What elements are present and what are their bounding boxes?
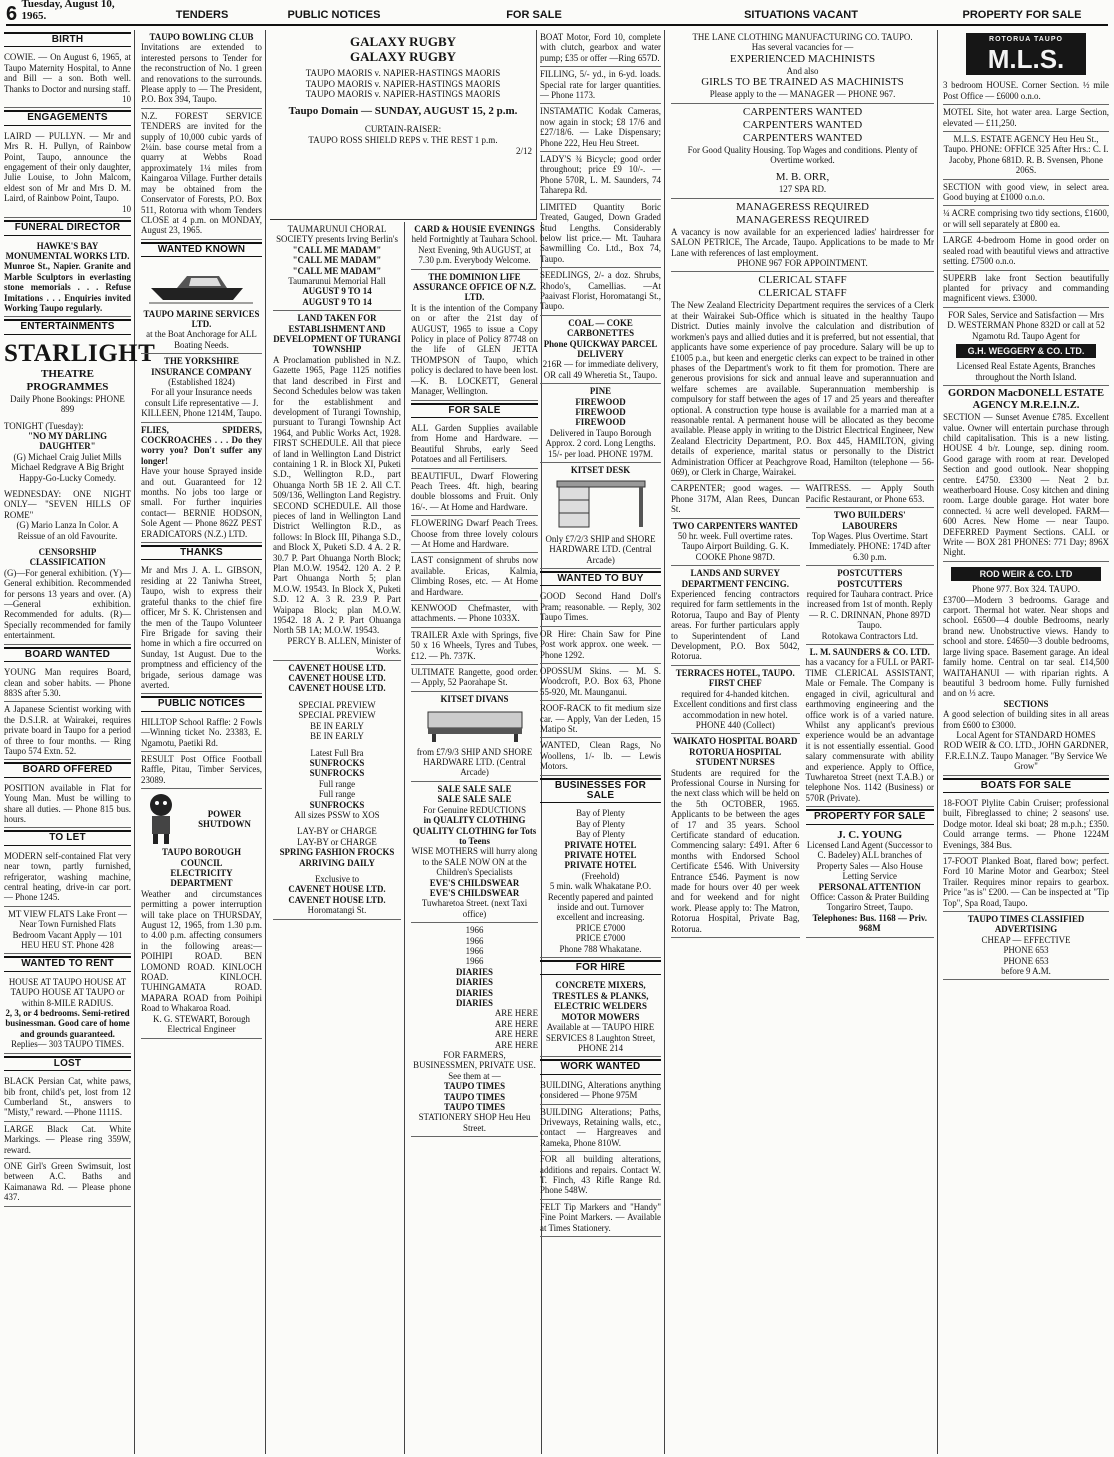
ad-land-taken-turangi: LAND TAKEN FOR ESTABLISHMENT AND DEVELOPMENT OF TURANGI TOWNSHIP A Proclamation published in N.Z. Gazette 1965, Page 1125 notifies that land described in First and Second Schedules below was taken for the establishment and development of Turangi Township, pursuant to Turangi Township Act 1964, and Public Works Act, 1928. FIRST SCHEDULE. All that piece of land in Wellington Land District containing 1 R. in Block XI, Puketi S.D., Wellington R.D., part Ohuanga North 5B 1E 2. All C.T. 509/136, Wellington Land Registry. SECOND SCHEDULE. All those pieces of land in Wellington Land District Wellington R.D., as follows: In Block III, Pihanga S.D., and Block X, Puketi S.D. 4 A. 2 R. 30.7 P. Part Ohuanga North Block; Plan M.O.W. 19542. 120 A. 2 P. Part Ohuanga North 5; plan M.O.W. 19543. In Block X, Puketi S.D. 12 A. 3 R. 23.9 P. Part Waipapa Block; plan M.O.W. 19542. 18 A. 2 P. Part Ohuanga North 5B 1A; M.O.W. 19543. PERCY B. ALLEN, Minister of Works.	[273, 311, 401, 660]
heading-wanted-to-rent: WANTED TO RENT	[4, 956, 131, 971]
ad-lands-survey: LANDS AND SURVEY DEPARTMENT FENCING. Experienced fencing contractors required for farm settlements in the Rotorua, Taupo and Bay of Plenty areas. For further particulars apply to Superintendent of Land Development, P.O. Box 5042, Rotorua.	[671, 566, 800, 666]
ad-dominion-life: THE DOMINION LIFE ASSURANCE OFFICE OF N.Z. LTD. It is the intention of the Company on or after the 21st day of AUGUST, 1965 to issue a Copy Policy in place of Policy 87748 on the life of GLEN JETTA THOMPSON of Taupo, which policy is declared to have been lost. —K. B. LOCKETT, General Manager, Wellington.	[411, 270, 538, 401]
heading-birth: BIRTH	[4, 32, 131, 47]
ad-lost-black-cat: LARGE Black Cat. White Markings. — Please ring 359W, reward.	[4, 1122, 131, 1159]
ad-call-me-madam: TAUMARUNUI CHORAL SOCIETY presents Irving Berlin's "CALL ME MADAM" "CALL ME MADAM" "CALL ME MADAM" Taumarunui Memorial Hall AUGUST 9 TO 14 AUGUST 9 TO 14	[273, 222, 401, 311]
ad-roof-rack: ROOF-RACK to fit medium size car. — Apply, Van der Leden, 15 Matipo St.	[540, 701, 661, 738]
ad-taupo-hire: CONCRETE MIXERS, TRESTLES & PLANKS, ELECTRIC WELDERS MOTOR MOWERS Available at — TAUPO HIRE SERVICES 8 Laughton Street, PHONE 214	[540, 978, 661, 1057]
ad-builders-labourers: TWO BUILDERS' LABOURERS Top Wages. Plus Overtime. Start Immediately. PHONE: 174D after 6.30 p.m.	[806, 508, 935, 566]
ad-private-hotel: Bay of Plenty Bay of Plenty Bay of Plenty PRIVATE HOTEL PRIVATE HOTEL PRIVATE HOTEL (Freehold) 5 min. walk Whakatane P.O. Recently papered and painted inside and out. Turnover excellent and increasing. PRICE £7000 PRICE £7000 Phone 788 Whakatane.	[540, 806, 661, 958]
ad-planked-boat: 17-FOOT Planked Boat, flared bow; perfect. Ford 10 Marine Motor and Gearbox; Steel Trailer. Requires minor repairs to gearbox. Price "as is" £200. — Can be inspected at "Tip Top", Spa Road, Taupo.	[943, 854, 1109, 912]
ad-jc-young: J. C. YOUNG Licensed Land Agent (Successor to C. Badeley) ALL branches of Property Sales — Also House Letting Service PERSONAL ATTENTION Office: Casson & Prater Building Tongariro Street, Taupo. Telephones: Bus. 1168 — Priv. 968M	[806, 828, 935, 938]
heading-businesses-for-sale: BUSINESSES FOR SALE	[540, 778, 661, 804]
heading-for-sale: FOR SALE	[411, 403, 538, 418]
ad-dwarf-peach: BEAUTIFUL, Dwarf Flowering Peach Trees. 4ft. high, bearing double blossoms and Fruit. Only 16/-. — At Home and Hardware.	[411, 469, 538, 517]
ad-to-let: MODERN self-contained Flat very near town, partly furnished, refrigerator, washing machine, central heating, drive-in car port. — Phone 1245.	[4, 849, 131, 907]
ad-monumental-works: HAWKE'S BAY MONUMENTAL WORKS LTD. Munroe St., Napier. Granite and Marble Sculptors in everlasting stone memorials . . . Refuse Imitations . . . Enquiries invited Working Taupo regularly.	[4, 239, 131, 318]
ad-card-housie: CARD & HOUSIE EVENINGS held Fortnightly at Tauhara School. Next Evening, 9th AUGUST, at 7.30 p.m. Everybody Welcome.	[411, 222, 538, 270]
column-1	[4, 30, 156, 1454]
starlight-title: STARLIGHT	[4, 339, 156, 367]
dateline: Tuesday, August 10, 1965.	[21, 0, 115, 22]
ad-marine-services: TAUPO MARINE SERVICES LTD. at the Boat Anchorage for ALL Boating Needs.	[141, 260, 262, 354]
heading-lost: LOST	[4, 1056, 131, 1071]
section-tenders: TENDERS	[175, 9, 229, 21]
ad-kitset-desk: KITSET DESK Only £7/2/3 SHIP and SHORE HARDWARE LTD. (Central Arcade)	[540, 463, 661, 569]
ad-mt-view-flats: MT VIEW FLATS Lake Front — Near Town Furnished Flats Bedroom Vacant Apply — 101 HEU HEU ST. Phone 428	[4, 907, 131, 955]
section-public-notices: PUBLIC NOTICES	[287, 9, 381, 21]
section-for-sale: FOR SALE	[506, 9, 562, 21]
heading-to-let: TO LET	[4, 830, 131, 845]
ad-galaxy-rugby: GALAXY RUGBY GALAXY RUGBY TAUPO MAORIS v. NAPIER-HASTINGS MAORIS TAUPO MAORIS v. NAPIER-HASTINGS MAORIS TAUPO MAORIS v. NAPIER-HASTINGS MAORIS Taupo Domain — SUNDAY, AUGUST 15, 2 p.m. CURTAIN-RAISER: TAUPO ROSS SHIELD REPS v. THE REST 1 p.m. 2/12	[270, 30, 537, 220]
page-number: 6	[6, 3, 18, 25]
ad-carpenters-wanted: CARPENTERS WANTED CARPENTERS WANTED CARPENTERS WANTED For Good Quality Housing. Top Wages and conditions. Plenty of Overtime worked. M. B. ORR, 127 SPA RD.	[671, 104, 934, 199]
ad-student-nurses: WAIKATO HOSPITAL BOARD ROTORUA HOSPITAL STUDENT NURSES Students are required for the Professional Course in Nursing for the next class which will be held on the 5th OCTOBER, 1965. Applicants to be between the ages of 17 and 35 years. School Certificate standard of education. Commencing salary: £491. After 6 months with Endorsed School Certificate £546. With University Entrance £546. Payment is now made for hours over 40 per week and for weekend and for night work. Please apply to: The Matron, Rotorua Hospital, Private Bag, Rotorua.	[671, 734, 800, 938]
ad-opossum-skins: OPOSSUM Skins. — M. S. Woodcroft, P.O. Box 63, Phone 55-920, Mt. Maunganui.	[540, 664, 661, 701]
ad-pest-eradicators: FLIES, SPIDERS, COCKROACHES . . . Do they worry you? Don't suffer any longer! Have your house Sprayed inside and out. Guaranteed for 12 months. No jobs too large or small. For further inquiries contact— BERNIE HODSON, Sole Agent — Phone 862Z PEST ERADICATORS (N.Z.) LTD.	[141, 423, 262, 543]
section-headings	[138, 9, 1108, 24]
ad-forest-service: N.Z. FOREST SERVICE TENDERS are invited for the supply of 10,000 cubic yards of 2¼in. base course metal from a quarry at Webbs Road approximately 1¼ miles from Kaingaroa Village. Further details may be obtained from the Conservator of Forests, P.O. Box 511, Rotorua with whom Tenders CLOSE at 4 p.m. on MONDAY, August 23, 1965.	[141, 109, 262, 240]
ad-mls-agency: M.L.S. ESTATE AGENCY Heu Heu St., Taupo. PHONE: OFFICE 325 After Hrs.: C. I. Jacoby, Phone 681D. R. B. Svensen, Phone 206S.	[943, 132, 1109, 180]
heading-board-wanted: BOARD WANTED	[4, 647, 131, 662]
masthead	[6, 0, 1108, 26]
heading-wanted-known: WANTED KNOWN	[141, 242, 262, 257]
ad-section-view: SECTION with good view, in select area. Good buying at £1000 o.n.o.	[943, 180, 1109, 207]
ad-starlight-theatre: STARLIGHT THEATRE PROGRAMMES Daily Phone Bookings: PHONE 899 TONIGHT (Tuesday): "NO MY DARLING DAUGHTER" (G) Michael Craig Juliet Mills Michael Redgrave A Big Bright Happy-Go-Lucky Comedy. WEDNESDAY: ONE NIGHT ONLY— "SEVEN HILLS OF ROME" (G) Mario Lanza In Color. A Reissue of an old Favourite. CENSORSHIP CLASSIFICATION (G)—For general exhibition. (Y)—General exhibition. Recommended for persons 13 years and over. (A)—General exhibition. Recommended for adults. (R)—Specially recommended for family entertainment.	[4, 338, 131, 645]
section-situations-vacant: SITUATIONS VACANT	[744, 9, 858, 21]
ad-thanks-gibson: Mr and Mrs J. A. L. GIBSON, residing at 22 Taniwha Street, Taupo, wish to express their grateful thanks to the chief fire officer, Mr S. K. Christensen and the men of the Taupo Volunteer Fire Brigade for saving their home in which a fire occurred on Sunday, 1st August. Due to the promptness and efficiency of the brigade, serious damage was averted.	[141, 563, 262, 694]
ad-postcutters: POSTCUTTERS POSTCUTTERS required for Tauhara contract. Price increased from 1st of month. Reply— R. C. DRINNAN, Phone 897D Taupo. Rotokawa Contractors Ltd.	[806, 566, 935, 645]
ad-gordon-macdonell: GORDON MacDONELL ESTATE AGENCY M.R.E.I.N.Z. SECTION — Sunset Avenue £785. Excellent value. Owner will entertain purchase through child capitalisation. This is a new listing. HOUSE 4 b/r. Lounge, sep. dining room. Good garage with room at rear. Developed Section and good outlook. Near shopping centre. £4750. £3300 — Neat 2 b.r. weatherboard House. Cosy kitchen and dining room. Large double garage. Hot water bore connected. ¼ acre well developed. FARM—600 Acres. New Home — near Taupo. DEFERRED Payment Sections. CALL or Write — BOX 281 PHONES: 771 Day; 896X Night.	[943, 386, 1109, 562]
heading-funeral-director: FUNERAL DIRECTOR	[4, 220, 131, 235]
boat-illustration	[147, 262, 257, 306]
divan-illustration	[420, 704, 530, 744]
ad-board-wanted-1: YOUNG Man requires Board, clean and sober habits. — Phone 883S after 5.30.	[4, 665, 131, 702]
ad-saunders: L. M. SAUNDERS & CO. LTD. has a vacancy for a FULL or PART-TIME CLERICAL ASSISTANT, Male or Female. The Company is engaged in civil, agricultural and earthmoving engineering and the office work is of a varied nature. Whilst any applicant's previous experience would be an advantage it is not essentially essential. Good salary commensurate with ability and experience. Apply to Office, Tuwharetoa Street (next T.A.B.) or telephone Nos. 1142 (Business) or 570R (Private).	[806, 645, 935, 807]
ad-mls-motel: MOTEL Site, hot water area. Large Section, elevated — £11,250.	[943, 105, 1109, 132]
ad-felt-markers: FELT Tip Markers and "Handy" Fine Point Markers. — Available at Times Stationery.	[540, 1200, 661, 1237]
column-2	[138, 30, 266, 1454]
column-4	[408, 222, 542, 1454]
ad-large-home: LARGE 4-bedroom Home in good order on sealed road with beautiful views and attractive setting. £7500 o.n.o.	[943, 233, 1109, 270]
desk-illustration	[549, 475, 653, 531]
ad-clerical-staff: CLERICAL STAFF CLERICAL STAFF The New Zealand Electricity Department requires the services of a Clerk at their Wairakei Sub-Office which is situated in the healthy Taupo District. Duties mainly involve the calculation and distribution of workmen's pays and allied duties and it is preferred, but not essential, that applicants have some experience of pay procedure. Salary will be up to £1005 p.a., but keen and energetic clerks can expect to be trained in other phases of the Department's work to fit them for promotion. There are generous provisions for sick and annual leave and superannuation and welfare schemes are available. Superannuation membership is compulsory for staff between the ages of 17 and 25 years and thereafter optional. A construction type house is available for a married man at a reasonable rental. A permanent house will be allocated as they become available. Please apply in writing to the District Electrical Engineer, New Zealand Electricity Department, P.O. Box 445, HAMILTON, giving details of experience, marital status or personally to the District Administration Officer at Peachgrove Road, Hamilton (telephone — 56-069), or Clerk in Charge, Wairakei.	[671, 272, 934, 481]
ad-seedlings: SEEDLINGS, 2/- a doz. Shrubs, Rhodo's, Camellias. —At Paaivast Florist, Horomatangi St., Taupo.	[540, 268, 661, 316]
ad-dolls-pram: GOOD Second Hand Doll's Pram; reasonable. — Reply, 302 Taupo Times.	[540, 589, 661, 626]
ad-two-carpenters: TWO CARPENTERS WANTED 50 hr. week. Full overtime rates. Taupo Airport Building. G. K. COOKE Phone 987D.	[671, 519, 800, 567]
ad-building-1: BUILDING, Alterations anything considered — Phone 975M	[540, 1078, 661, 1105]
column-5	[537, 30, 665, 1454]
ad-clean-rags: WANTED, Clean Rags, No Woollens, 1/- lb. — Lewis Motors.	[540, 738, 661, 775]
ad-cabin-cruiser: 18-FOOT Plylite Cabin Cruiser; professional built, Fibreglassed to chine; 2 seasons' use. Dodge motor. Ideal ski boat; 28 m.p.h.; £350. Could arrange terms. — Phone 1224M Evenings, 384 Bus.	[943, 796, 1109, 854]
heading-boats-for-sale: BOATS FOR SALE	[943, 778, 1109, 793]
ad-lost-cat: BLACK Persian Cat, white paws, bib front, child's pet, lost from 12 Cumberland St., answers to "Misty," reward. —Phone 1111S.	[4, 1074, 131, 1122]
ad-flowering-peach: FLOWERING Dwarf Peach Trees. Choose from three lovely colours — At Home and Hardware.	[411, 516, 538, 553]
heading-board-offered: BOARD OFFERED	[4, 762, 131, 777]
ad-cavenet-house: CAVENET HOUSE LTD. CAVENET HOUSE LTD. CAVENET HOUSE LTD. SPECIAL PREVIEW SPECIAL PREVIEW BE IN EARLY BE IN EARLY Latest Full Bra SUNFROCKS SUNFROCKS Full range Full range SUNFROCKS All sizes PSSW to XOS LAY-BY or CHARGE LAY-BY or CHARGE SPRING FASHION FROCKS ARRIVING DAILY Exclusive to CAVENET HOUSE LTD. CAVENET HOUSE LTD. Horomatangi St.	[273, 661, 401, 920]
ad-filling: FILLING, 5/- yd., in 6-yd. loads. Special rate for larger quantities. — Phone 1173.	[540, 67, 661, 104]
ad-school-raffle: HILLTOP School Raffle: 2 Fowls—Winning ticket No. 23383, E. Ngamotu, Paetiki Rd.	[141, 715, 262, 752]
mls-logo: ROTORUA TAUPO M.L.S.	[966, 33, 1086, 75]
ad-mls-house: 3 bedroom HOUSE. Corner Section. ½ mile Post Office — £6000 o.n.o.	[943, 78, 1109, 105]
column-7	[940, 30, 1112, 1454]
ad-waitress: WAITRESS. — Apply South Pacific Restaurant, or Phone 653.	[806, 481, 935, 508]
ad-diaries: 1966 1966 1966 1966 DIARIES DIARIES DIARIES DIARIES ARE HERE ARE HERE ARE HERE ARE HERE FOR FARMERS, BUSINESSMEN, PRIVATE USE. See them at — TAUPO TIMES TAUPO TIMES TAUPO TIMES STATIONERY SHOP Heu Heu Street.	[411, 923, 538, 1137]
ad-birth: COWIE. — On August 6, 1965, at Taupo Maternity Hospital, to Anne and Bill — a son. Both well. Thanks to Doctor and nursing staff. 10	[4, 50, 131, 108]
mascot-illustration	[141, 791, 181, 847]
ad-building-2: BUILDING Alterations; Paths, Driveways, Retaining walls, etc., contact — Hargreaves and Rameka, Phone 810W.	[540, 1105, 661, 1153]
ad-manageress: MANAGERESS REQUIRED MANAGERESS REQUIRED A vacancy is now available for an experienced ladies' hairdresser for SALON PETRICE, The Arcade, Taupo. Applications to be made to Mr Lane with references of last employment. PHONE 967 FOR APPOINTMENT.	[671, 199, 934, 273]
ad-shrubs: LAST consignment of shrubs now available. Ericas, Kalmia, Climbing Roses, etc. — At Home and Hardware.	[411, 553, 538, 601]
ad-board-wanted-2: A Japanese Scientist working with the D.S.I.R. at Wairakei, requires private board in Taupo for a period of three to four months. — Ring Taupo 574 Extn. 52.	[4, 702, 131, 760]
heading-thanks: THANKS	[141, 545, 262, 560]
ad-lake-front: SUPERB lake front Section beautifully planted for privacy and commanding magnificent views. £3000.	[943, 271, 1109, 308]
ad-quarter-acre: ¼ ACRE comprising two tidy sections, £1600, or will sell separately at £800 ea.	[943, 206, 1109, 233]
ad-football-raffle: RESULT Post Office Football Raffle, Pitau, Timber Services, 23089.	[141, 752, 262, 789]
ad-firewood: PINE FIREWOOD FIREWOOD FIREWOOD Delivered in Taupo Borough Approx. 2 cord. Long Lengths. 15/- per load. PHONE 197M.	[540, 384, 661, 463]
ad-board-offered: POSITION available in Flat for Young Man. Must be willing to share all duties. — Phone 815 bus. hours.	[4, 781, 131, 829]
ad-bicycle: LADY'S ¾ Bicycle; good order throughout; price £9 10/-. — Phone 570R, L. M. Saunders, 74 Taharepa Rd.	[540, 152, 661, 200]
rod-weir-logo: ROD WEIR & CO. LTD	[951, 567, 1101, 581]
heading-public-notices: PUBLIC NOTICES	[141, 696, 262, 711]
column-6	[668, 30, 938, 1454]
ad-garden-supplies: ALL Garden Supplies available from Home and Hardware. — Beautiful Shrubs, early Seed Potatoes and all Fertilisers.	[411, 421, 538, 469]
ad-boat-motor: BOAT Motor, Ford 10, complete with clutch, gearbox and water pump; £35 or offer —Ring 657D.	[540, 30, 661, 67]
column-3	[270, 222, 405, 1454]
ad-westerman: FOR Sales, Service and Satisfaction — Mrs D. WESTERMAN Phone 832D or call at 52 Ngamotu Rd. Taupo Agent for G.H. WEGGERY & CO. LTD. Licensed Real Estate Agents, Branches throughout the North Island.	[943, 308, 1109, 386]
row-small-vacancies	[671, 481, 934, 938]
ad-rod-weir: ROD WEIR & CO. LTD Phone 977. Box 324. TAUPO. £3700—Modern 3 bedrooms. Garage and carport. Thermal hot water. Near shops and school. £6500—4 double Bedrooms, nearly brand new. Unobstructive views. Handy to school and store. £4650—3 double bedrooms, large living space. Basement garage. An ideal family home. Central on tar seal. £14,500 WAITAHANUI — with riparian rights. A beautiful 3 bedroom home. Fully furnished and on ⅓ acre. SECTIONS A good selection of building sites in all areas from £600 to £3000. Local Agent for STANDARD HOMES ROD WEIR & CO. LTD., JOHN GARDNER, F.R.E.I.N.Z. Taupo Manager. "By Service We Grow"	[943, 562, 1109, 776]
ad-chain-saw: OR Hire: Chain Saw for Pine Post work approx. one week. — Phone 1292.	[540, 627, 661, 664]
ad-power-shutdown: POWER SHUTDOWN TAUPO BOROUGH COUNCIL ELECTRICITY DEPARTMENT Weather and circumstances permitting a power interruption will take place on THURSDAY, August 12, 1965, from 1.30 p.m. to 4.00 p.m. affecting consumers in the following areas:— POIHIPI ROAD. BEN LOMOND ROAD. KINLOCH ROAD. KINLOCH. TUHINGAMATA ROAD. MAPARA ROAD from Poihipi Road to Whakaroa Road. K. G. STEWART, Borough Electrical Engineer	[141, 789, 262, 1038]
ad-building-3: FOR all building alterations, additions and repairs. Contact W. T. Finch, 43 Rifle Range Rd. Phone 548W.	[540, 1152, 661, 1200]
ad-carpenter-small: CARPENTER; good wages. — Phone 317M, Alan Rees, Duncan St.	[671, 481, 800, 518]
heading-property-for-sale-2: PROPERTY FOR SALE	[806, 809, 935, 824]
ad-quickway-delivery: COAL — COKE CARBONETTES Phone QUICKWAY PARCEL DELIVERY 216R — for immediate delivery, OR call 49 Wheretia St., Taupo.	[540, 316, 661, 384]
ad-yorkshire-insurance: THE YORKSHIRE INSURANCE COMPANY (Established 1824) For all your Insurance needs consult Life representative — J. KILLEEN, Phone 1214M, Taupo.	[141, 354, 262, 422]
heading-wanted-to-buy: WANTED TO BUY	[540, 571, 661, 586]
ad-kenwood: KENWOOD Chefmaster, with attachments. — Phone 1033X.	[411, 601, 538, 628]
heading-entertainments: ENTERTAINMENTS	[4, 319, 131, 334]
heading-for-hire: FOR HIRE	[540, 960, 661, 975]
heading-work-wanted: WORK WANTED	[540, 1059, 661, 1074]
weggery-logo: G.H. WEGGERY & CO. LTD.	[956, 344, 1096, 358]
ad-timber: LIMITED Quantity Boric Treated, Gauged, Down Graded Stud Lengths. Considerably below list price.— Mt. Tauhara Sawmilling Co. Ltd., Box 74, Taupo.	[540, 200, 661, 268]
ad-trailer: TRAILER Axle with Springs, five 50 x 16 Wheels, Tyres and Tubes, £12. — Ph. 737K.	[411, 628, 538, 665]
ad-wanted-to-rent: HOUSE AT TAUPO HOUSE AT TAUPO HOUSE AT TAUPO or within 8-MILE RADIUS. 2, 3, or 4 bedrooms. Semi-retired businessman. Good care of home and grounds guaranteed. Replies— 303 TAUPO TIMES.	[4, 975, 131, 1054]
ad-engagement: LAIRD — PULLYN. — Mr and Mrs R. H. Pullyn, of Rainbow Point, Taupo, announce the engagement of their only daughter, Julie Louise, to John Malcom, eldest son of Mr and Mrs D. M. Laird, of Rainbow Point, Taupo. 10	[4, 129, 131, 218]
ad-classified-advertising: TAUPO TIMES CLASSIFIED ADVERTISING CHEAP — EFFECTIVE PHONE 653 PHONE 653 before 9 A.M.	[943, 912, 1109, 980]
ad-eves-childswear: SALE SALE SALE SALE SALE SALE For Genuine REDUCTIONS in QUALITY CLOTHING QUALITY CLOTHING for Tots to Teens WISE MOTHERS will hurry along to the SALE NOW ON at the Children's Specialists EVE'S CHILDSWEAR EVE'S CHILDSWEAR Tuwharetoa Street. (next Taxi office)	[411, 782, 538, 923]
ad-first-chef: TERRACES HOTEL, TAUPO. FIRST CHEF required for 4-handed kitchen. Excellent conditions and first class accommodation in new hotel. PHONE 440 (Collect)	[671, 666, 800, 734]
ad-rangette: ULTIMATE Rangette, good order. — Apply, 52 Paorahape St.	[411, 665, 538, 692]
ad-lane-clothing: THE LANE CLOTHING MANUFACTURING CO. TAUPO. Has several vacancies for — EXPERIENCED MACHINISTS And also GIRLS TO BE TRAINED AS MACHINISTS Please apply to the — MANAGER — PHONE 967.	[671, 30, 934, 104]
ad-kitset-divans: KITSET DIVANS from £7/9/3 SHIP AND SHORE HARDWARE LTD. (Central Arcade)	[411, 692, 538, 782]
ad-lost-swimsuit: ONE Girl's Green Swimsuit, lost between A.C. Baths and Kaimanawa Rd. — Please phone 437.	[4, 1159, 131, 1207]
ad-bowling-club: TAUPO BOWLING CLUB Invitations are extended to interested persons to Tender for the reconstruction of No. 1 green and renovations to the surrounds. Please apply to — The President, P.O. Box 394, Taupo.	[141, 30, 262, 109]
heading-engagements: ENGAGEMENTS	[4, 110, 131, 125]
section-property-for-sale: PROPERTY FOR SALE	[962, 9, 1082, 21]
ad-kodak: INSTAMATIC Kodak Cameras, now again in stock; £8 17/6 and £27/18/6. — Lake Dispensary; Phone 222, Heu Heu Street.	[540, 104, 661, 152]
